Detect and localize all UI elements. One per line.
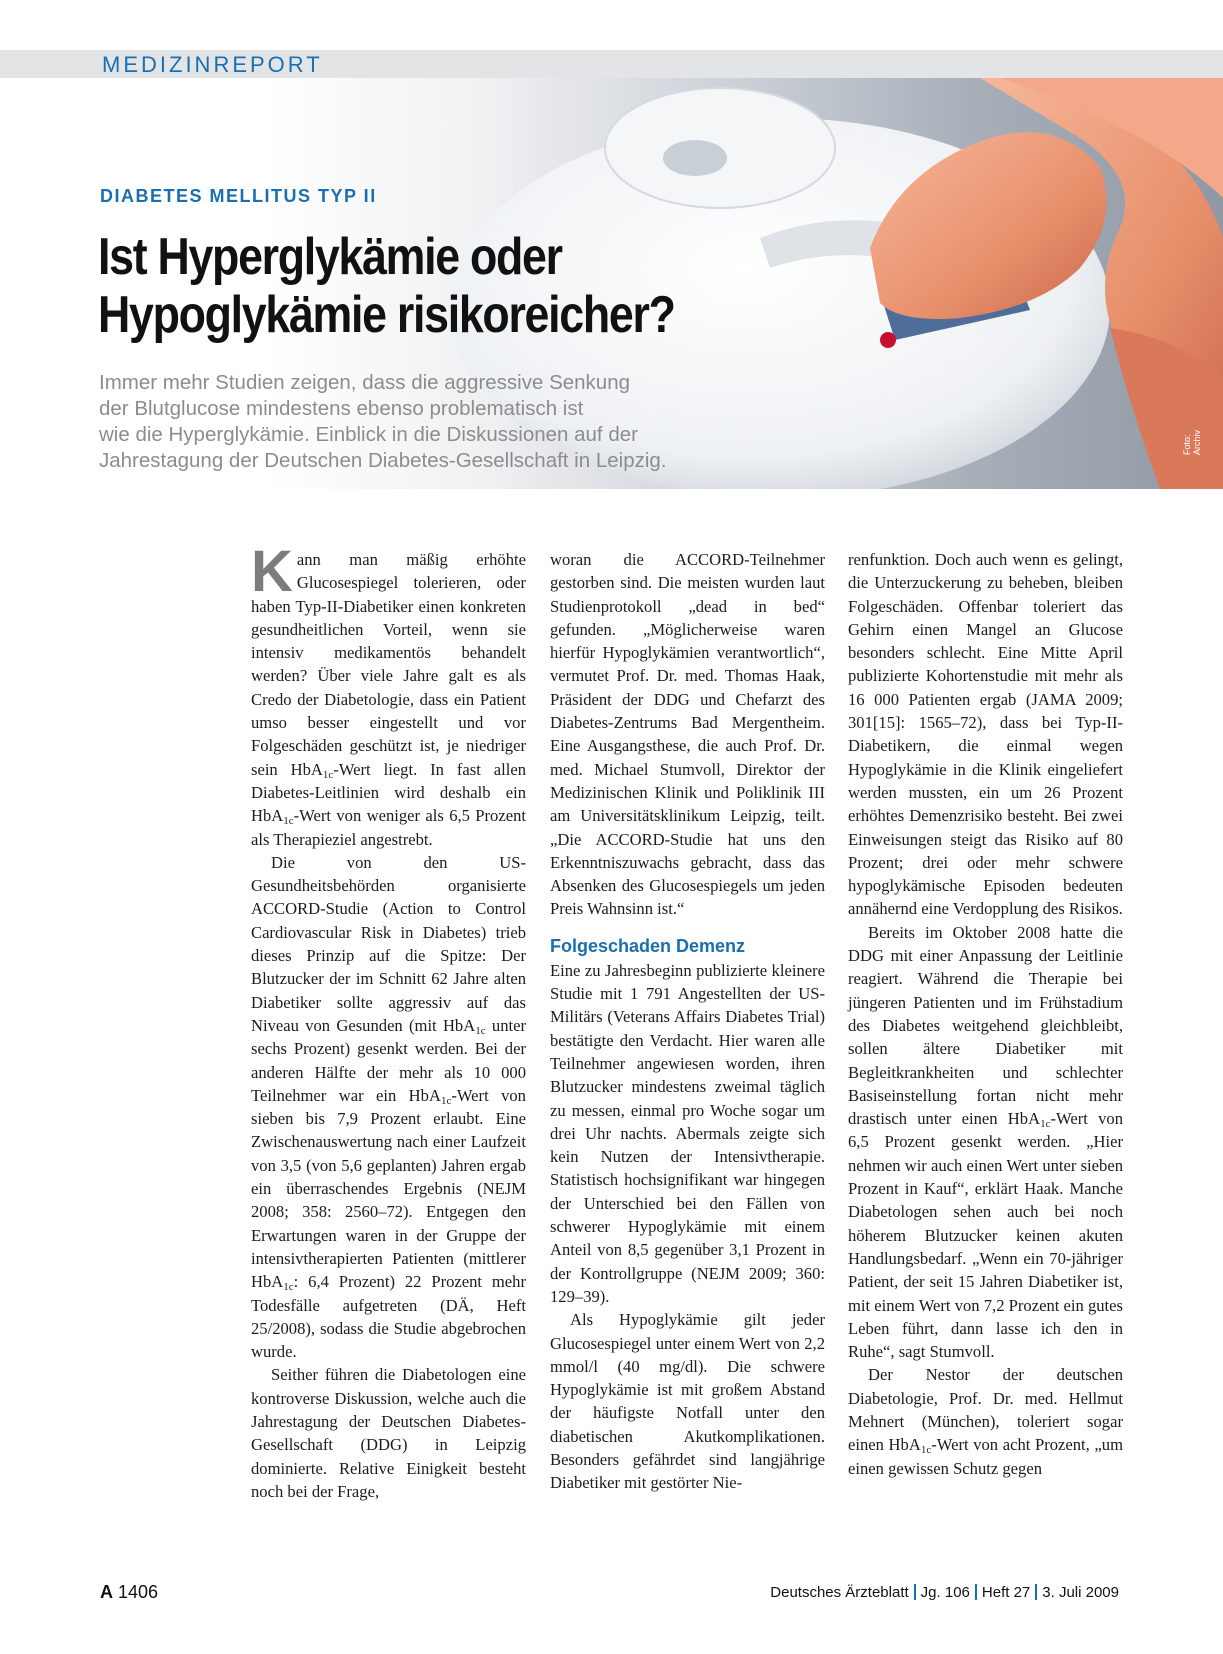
- lede-line: wie die Hyperglykämie. Einblick in die Diskussionen auf der: [99, 423, 638, 446]
- text-run: -Wert von acht Prozent, „um einen gewissen Schutz gegen: [848, 1435, 1123, 1478]
- paragraph: [848, 1363, 1123, 1479]
- subscript: 1c: [283, 815, 294, 828]
- article-kicker: DIABETES MELLITUS TYP II: [100, 186, 377, 206]
- journal-footer: [770, 1584, 1119, 1601]
- footer-separator: [914, 1584, 916, 1600]
- lede-line: Immer mehr Studien zeigen, dass die aggressive Senkung: [99, 371, 631, 394]
- subscript: 1c: [283, 1281, 294, 1294]
- article-headline: [98, 228, 717, 344]
- paragraph: [848, 921, 1123, 1364]
- page-number: [100, 1582, 158, 1603]
- text-run: -Wert liegt. In fast allen Diabetes-Leitlinien wird deshalb ein HbA: [251, 759, 526, 826]
- article-lede: [99, 370, 799, 474]
- drop-cap: K: [251, 539, 293, 604]
- column-3: [848, 548, 1123, 1480]
- text-run: unter sechs Prozent) gesenkt werden. Bei der anderen Hälfte der mehr als 10 000 Teilnehmer war ein HbA: [251, 1015, 526, 1105]
- subscript: 1c: [1040, 1118, 1051, 1131]
- journal-name: Deutsches Ärzteblatt: [770, 1584, 909, 1601]
- text-run: Bereits im Oktober 2008 hatte die DDG mit einer Anpassung der Leitlinie reagiert. Während die Therapie bei jüngeren Patienten und im Frühstadium des Diabetes weitgehend gleichbleibt, sollen ältere Diabetiker mit Begleitkrankheiten und schlechter Basiseinstellung fortan nicht mehr drastisch unter einen HbA: [848, 922, 1123, 1129]
- text-run: : 6,4 Prozent) 22 Prozent mehr Todesfälle aufgetreten (DÄ, Heft 25/2008), sodass die Studie abgebrochen wurde.: [251, 1272, 526, 1362]
- lede-line: Jahrestagung der Deutschen Diabetes-Gesellschaft in Leipzig.: [99, 449, 667, 472]
- paragraph: Als Hypoglykämie gilt jeder Glucosespiegel unter einem Wert von 2,2 mmol/l (40 mg/dl). Die schwere Hypoglykämie ist mit großem Abstand der häufigste Notfall unter den diabetischen Akutkomplikationen. Besonders gefährdet sind langjährige Diabetiker mit gestörter Nie-: [550, 1310, 825, 1493]
- text-run: Der Nestor der deutschen Diabetologie, Prof. Dr. med. Hellmut Mehnert (München), toleriert sogar einen HbA: [848, 1365, 1123, 1455]
- headline-line-1: Ist Hyperglykämie oder: [98, 228, 562, 286]
- text-run: ann man mäßig erhöhte Glucosespiegel tolerieren, oder haben Typ-II-Diabetiker einen konkreten gesundheitlichen Vorteil, wenn sie intensiv medikamentös behandelt werden? Über viele Jahre galt es als Credo der Diabetologie, dass ein Patient umso besser eingestellt und vor Folgeschäden geschützt ist, je niedriger sein HbA: [251, 550, 526, 779]
- column-1: [251, 539, 526, 1503]
- text-run: -Wert von weniger als 6,5 Prozent als Therapieziel angestrebt.: [251, 806, 526, 849]
- footer-separator: [1035, 1584, 1037, 1600]
- subscript: 1c: [920, 1444, 932, 1457]
- photo-credit: Foto: Archiv: [1182, 429, 1202, 455]
- page-number-value: 1406: [118, 1582, 159, 1602]
- subscript: 1c: [475, 1024, 486, 1037]
- subheading: Folgeschaden Demenz: [550, 935, 746, 956]
- paragraph: Seither führen die Diabetologen eine kontroverse Diskussion, welche auch die Jahrestagung der Deutschen Diabetes-Gesellschaft (DDG) in Leipzig dominierte. Relative Einigkeit besteht noch bei der Frage,: [251, 1365, 526, 1501]
- subscript: 1c: [322, 768, 334, 781]
- journal-issue: Heft 27: [981, 1584, 1031, 1601]
- text-run: Die von den US-Gesundheitsbehörden organisierte ACCORD-Studie (Action to Control Cardiovascular Risk in Diabetes) trieb dieses Prinzip auf die Spitze: Der Blutzucker der im Schnitt 62 Jahre alten Diabetiker sollte aggressiv auf das Niveau von Gesunden (mit HbA: [251, 852, 526, 1035]
- column-2: [550, 548, 825, 1495]
- footer-separator: [975, 1584, 977, 1600]
- journal-date: 3. Juli 2009: [1042, 1584, 1119, 1601]
- paragraph: renfunktion. Doch auch wenn es gelingt, die Unterzuckerung zu beheben, bleiben Folgeschäden. Offenbar toleriert das Gehirn einen Mangel an Glucose besonders schlecht. Eine Mitte April publizierte Kohortenstudie mit mehr als 16 000 Patienten ergab (JAMA 2009; 301[15]: 1565–72), dass bei Typ-II-Diabetikern, die einmal wegen Hypoglykämie in die Klinik eingeliefert werden mussten, ein um 26 Prozent erhöhtes Demenzrisiko besteht. Bei zwei Einweisungen steigt das Risiko auf 80 Prozent; drei oder mehr schwere hypoglykämische Episoden bedeuten annähernd eine Verdopplung des Risikos.: [848, 550, 1123, 919]
- paragraph: woran die ACCORD-Teilnehmer gestorben sind. Die meisten wurden laut Studienprotokoll „dead in bed“ gefunden. „Möglicherweise waren hierfür Hypoglykämien verantwortlich“, vermutet Prof. Dr. med. Thomas Haak, Präsident der DDG und Chefarzt des Diabetes-Zentrums Bad Mergentheim. Eine Ausgangsthese, die auch Prof. Dr. med. Michael Stumvoll, Direktor der Medizinischen Klinik und Poliklinik III am Universitätsklinikum Leipzig, teilt. „Die ACCORD-Studie hat uns den Erkenntniszuwachs gebracht, dass das Absenken des Glucosespiegels um jeden Preis Wahnsinn ist.“: [550, 550, 825, 919]
- lede-line: der Blutglucose mindestens ebenso problematisch ist: [99, 397, 584, 420]
- text-run: -Wert von 6,5 Prozent gesenkt werden. „Hier nehmen wir auch einen Wert unter sieben Prozent in Kauf“, erklärt Haak. Manche Diabetologen sehen auch bei noch höherem Blutzucker keinen akuten Handlungsbedarf. „Wenn ein 70-jähriger Patient, der seit 15 Jahren Diabetiker ist, mit einem Wert von 7,2 Prozent ein gutes Leben führt, dann lasse ich den in Ruhe“, sagt Stumvoll.: [848, 1109, 1123, 1362]
- paragraph: Eine zu Jahresbeginn publizierte kleinere Studie mit 1 791 Angestellten der US-Militärs (Veterans Affairs Diabetes Trial) bestätigte den Verdacht. Hier waren alle Teilnehmer angewiesen worden, ihren Blutzucker mindestens zweimal täglich zu messen, einmal pro Woche sogar um drei Uhr nachts. Abermals zeigte sich kein Nutzen der Intensivtherapie. Statistisch hochsignifikant war hingegen der Unterschied bei den Fällen von schwerer Hypoglykämie mit einem Anteil von 8,5 gegenüber 3,1 Prozent in der Kontrollgruppe (NEJM 2009; 360: 129–39).: [550, 960, 825, 1306]
- section-label: MEDIZINREPORT: [102, 52, 323, 77]
- headline-line-2: Hypoglykämie risikoreicher?: [98, 286, 675, 344]
- subscript: 1c: [440, 1094, 452, 1107]
- paragraph: [251, 851, 526, 1364]
- page-prefix: A: [100, 1582, 113, 1602]
- text-run: -Wert von sieben bis 7,9 Prozent erlaubt. Eine Zwischenauswertung nach einer Laufzeit von 3,5 (von 5,6 geplanten) Jahren ergab ein überraschendes Ergebnis (NEJM 2008; 358: 2560–72). Entgegen den Erwartungen waren in der Gruppe der intensivtherapierten Patienten (mittlerer HbA: [251, 1085, 526, 1292]
- paragraph: [251, 539, 526, 851]
- journal-volume: Jg. 106: [920, 1584, 970, 1601]
